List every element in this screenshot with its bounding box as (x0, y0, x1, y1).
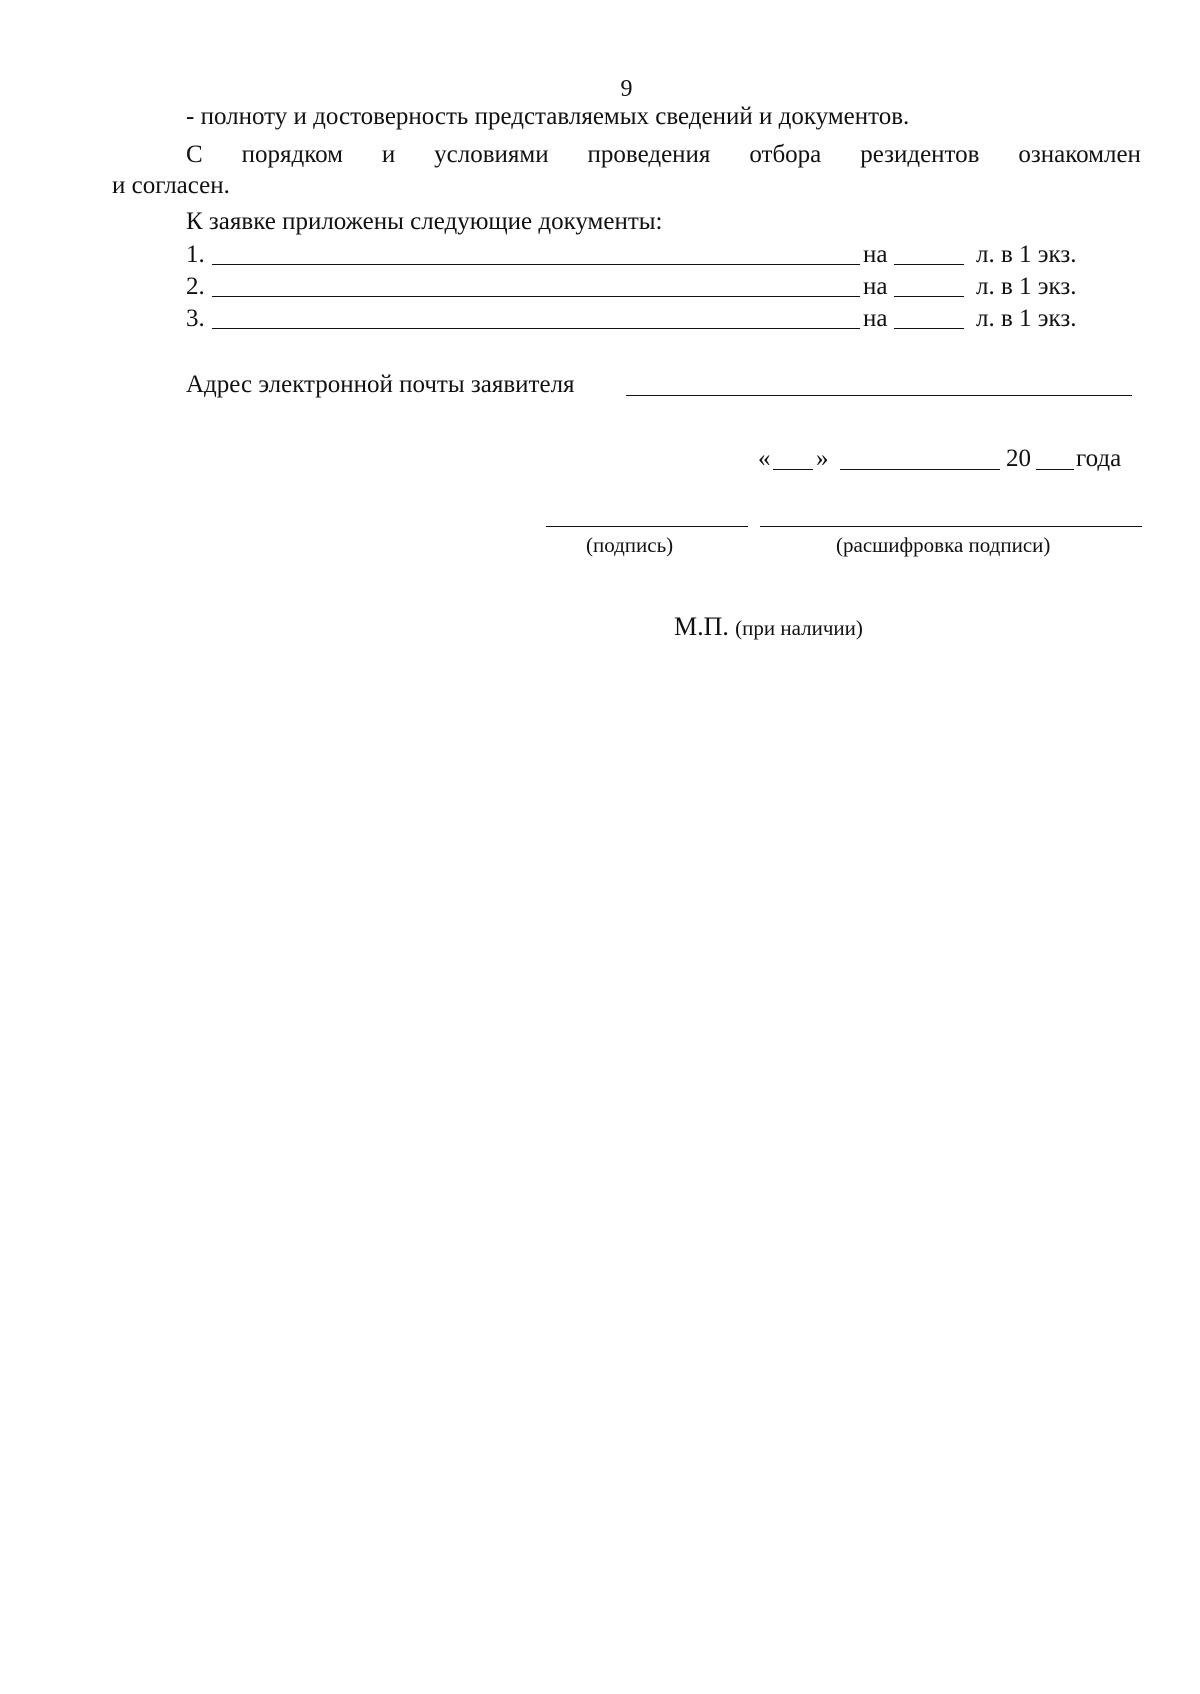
agreement-continuation: и согласен. (112, 172, 230, 199)
attachment-sheets-label: л. в 1 экз. (976, 305, 1077, 332)
date-close-quote: » (816, 445, 829, 472)
attachment-row (186, 304, 1106, 334)
agreement-word: и (381, 141, 396, 168)
agreement-word: отбора (749, 141, 822, 168)
completeness-paragraph: - полноту и достоверность представляемых сведений и документов. (186, 103, 910, 130)
signature-caption: (подпись) (586, 533, 674, 557)
attachment-sheets-label: л. в 1 экз. (976, 273, 1077, 300)
page-number: 9 (620, 76, 633, 102)
attachment-number: 3. (186, 305, 205, 332)
attachment-title-field[interactable] (212, 264, 860, 265)
date-year-word: года (1076, 445, 1122, 472)
signature-decoding-field[interactable] (760, 526, 1142, 527)
attachments-heading: К заявке приложены следующие документы: (186, 208, 663, 235)
attachment-sheets-field[interactable] (894, 296, 964, 297)
attachment-number: 2. (186, 273, 205, 300)
attachment-na-label: на (863, 241, 888, 268)
attachment-sheets-label: л. в 1 экз. (976, 241, 1077, 268)
attachment-na-label: на (863, 273, 888, 300)
attachment-title-field[interactable] (212, 328, 860, 329)
signature-decoding-caption: (расшифровка подписи) (836, 533, 1051, 557)
agreement-word: резидентов (860, 141, 980, 168)
stamp-block (674, 612, 863, 643)
stamp-label: М.П. (674, 612, 729, 641)
agreement-word: условиями (434, 141, 549, 168)
attachment-sheets-field[interactable] (894, 328, 964, 329)
agreement-word: ознакомлен (1018, 141, 1141, 168)
date-century: 20 (1006, 445, 1031, 472)
attachment-na-label: на (863, 305, 888, 332)
attachment-row (186, 272, 1106, 302)
signature-field[interactable] (546, 526, 748, 527)
stamp-note: (при наличии) (735, 616, 863, 640)
attachment-row (186, 240, 1106, 270)
attachment-sheets-field[interactable] (894, 264, 964, 265)
email-label: Адрес электронной почты заявителя (186, 371, 575, 398)
date-day-field[interactable] (773, 469, 813, 470)
date-month-field[interactable] (840, 469, 1000, 470)
attachment-number: 1. (186, 241, 205, 268)
agreement-word: С (186, 141, 203, 168)
agreement-paragraph (186, 140, 1141, 170)
agreement-word: проведения (587, 141, 711, 168)
email-field[interactable] (626, 395, 1132, 396)
date-year-field[interactable] (1036, 469, 1074, 470)
attachment-title-field[interactable] (212, 296, 860, 297)
agreement-word: порядком (241, 141, 343, 168)
date-open-quote: « (758, 445, 771, 472)
